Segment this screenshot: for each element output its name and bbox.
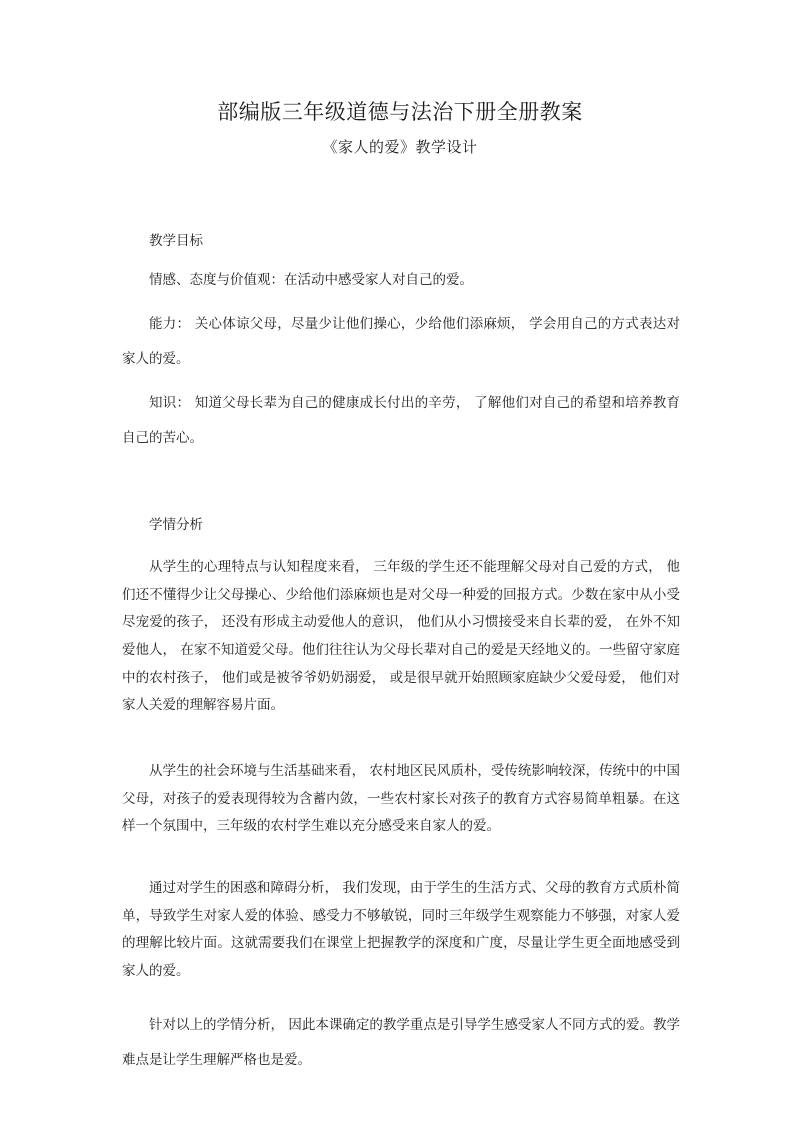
section-heading-analysis: 学情分析	[149, 517, 203, 533]
analysis-paragraph-psychology: 从学生的心理特点与认知程度来看， 三年级的学生还不能理解父母对自己爱的方式， 他们还不懂得少让父母操心、少给他们添麻烦也是对父母一种爱的回报方式。少数在家中从小受尽宠爱的孩子， 还没有形成主动爱他人的意识， 他们从小习惯接受来自长辈的爱， 在外不知爱他人， 在家不知道爱父母。他们往往认为父母长辈对自己的爱是天经地义的。一些留守家庭中的农村孩子， 他们或是被爷爷奶奶溺爱， 或是很早就开始照顾家庭缺少父爱母爱， 他们对家人关爱的理解容易片面。	[122, 559, 680, 714]
objective-paragraph-knowledge: 知识： 知道父母长辈为自己的健康成长付出的辛劳， 了解他们对自己的希望和培养教育自己的苦心。	[122, 395, 680, 447]
document-title: 部编版三年级道德与法治下册全册教案	[217, 100, 583, 124]
analysis-paragraph-obstacles: 通过对学生的困惑和障碍分析， 我们发现，由于学生的生活方式、父母的教育方式质朴简单，导致学生对家人爱的体验、感受力不够敏锐，同时三年级学生观察能力不够强，对家人爱的理解比较片面。这就需要我们在课堂上把握教学的深度和广度，尽量让学生更全面地感受到家人的爱。	[122, 880, 680, 980]
section-heading-objectives: 教学目标	[149, 233, 203, 249]
objective-paragraph-ability: 能力： 关心体谅父母，尽量少让他们操心，少给他们添麻烦， 学会用自己的方式表达对家人的爱。	[122, 316, 680, 368]
analysis-paragraph-environment: 从学生的社会环境与生活基础来看， 农村地区民风质朴，受传统影响较深，传统中的中国父母，对孩子的爱表现得较为含蓄内敛，一些农村家长对孩子的教育方式容易简单粗暴。在这样一个氛围中，三年级的农村学生难以充分感受来自家人的爱。	[122, 763, 680, 835]
document-subtitle: 《家人的爱》教学设计	[322, 138, 478, 156]
objective-paragraph-emotion: 情感、态度与价值观：在活动中感受家人对自己的爱。	[149, 272, 473, 288]
analysis-paragraph-conclusion: 针对以上的学情分析， 因此本课确定的教学重点是引导学生感受家人不同方式的爱。教学难点是让学生理解严格也是爱。	[122, 1017, 680, 1069]
